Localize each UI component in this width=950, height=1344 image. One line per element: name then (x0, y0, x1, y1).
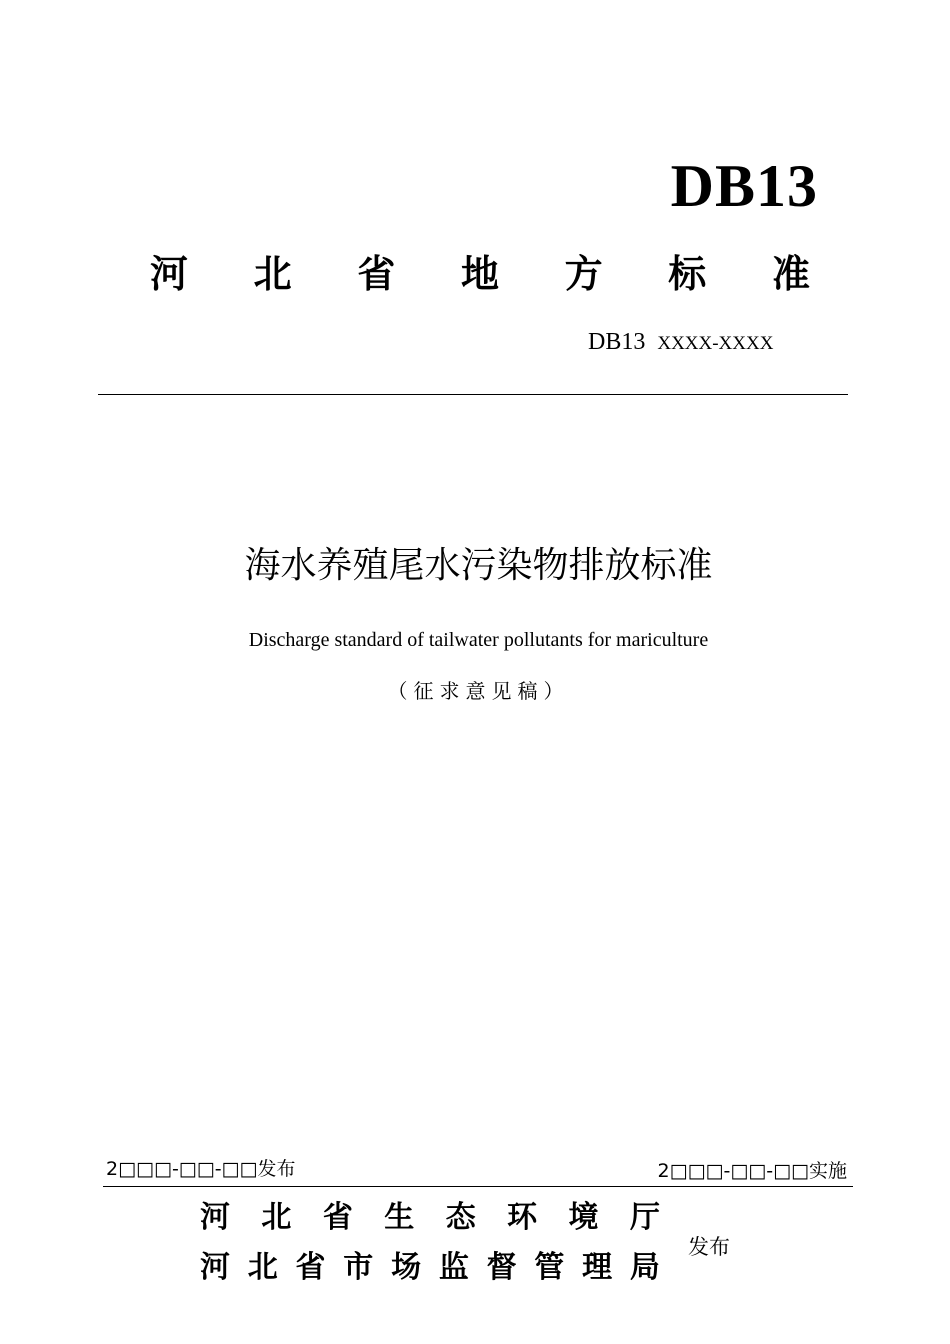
issuer-char: 境 (568, 1200, 599, 1235)
issuer-char: 北 (261, 1200, 292, 1235)
category-char: 省 (357, 252, 396, 296)
category-char: 北 (253, 252, 292, 296)
issuer-char: 监 (438, 1250, 469, 1285)
footer-divider (103, 1186, 853, 1187)
standard-number (588, 325, 773, 361)
category-char: 河 (150, 252, 189, 296)
standard-number-prefix: DB13 (588, 329, 646, 355)
issuer-char: 场 (391, 1250, 422, 1285)
category-char: 准 (771, 252, 810, 296)
issuer-char: 理 (582, 1250, 613, 1285)
issuer-char: 态 (445, 1200, 476, 1235)
issuer-char: 河 (200, 1200, 230, 1235)
issuer-line-market-regulation (200, 1248, 660, 1288)
issuer-char: 河 (200, 1250, 230, 1285)
publish-label: 发布 (688, 1235, 730, 1259)
category-char: 地 (460, 252, 499, 296)
issuer-line-ecology-department (200, 1198, 660, 1238)
document-title: 海水养殖尾水污染物排放标准 (244, 545, 713, 586)
category-char: 方 (564, 252, 603, 296)
header-divider (98, 394, 848, 395)
issuer-char: 市 (343, 1250, 374, 1285)
issuer-char: 省 (295, 1250, 326, 1285)
draft-note: （征求意见稿） (387, 679, 570, 703)
issuer-char: 生 (384, 1200, 415, 1235)
issue-date: 2□□□-□□-□□发布 (106, 1158, 296, 1180)
standard-code: DB13 (670, 153, 818, 219)
issuer-char: 环 (507, 1200, 538, 1235)
standard-number-value: XXXX-XXXX (657, 333, 774, 354)
implementation-date: 2□□□-□□-□□实施 (657, 1160, 847, 1182)
category-char: 标 (668, 252, 707, 296)
issuer-char: 厅 (629, 1200, 660, 1235)
document-title-english: Discharge standard of tailwater pollutants for mariculture (248, 629, 709, 651)
issuer-char: 局 (629, 1250, 660, 1285)
issuer-char: 省 (322, 1200, 353, 1235)
issuer-char: 北 (247, 1250, 278, 1285)
issuer-char: 管 (534, 1250, 565, 1285)
issuer-char: 督 (486, 1250, 517, 1285)
standard-category (150, 246, 810, 302)
